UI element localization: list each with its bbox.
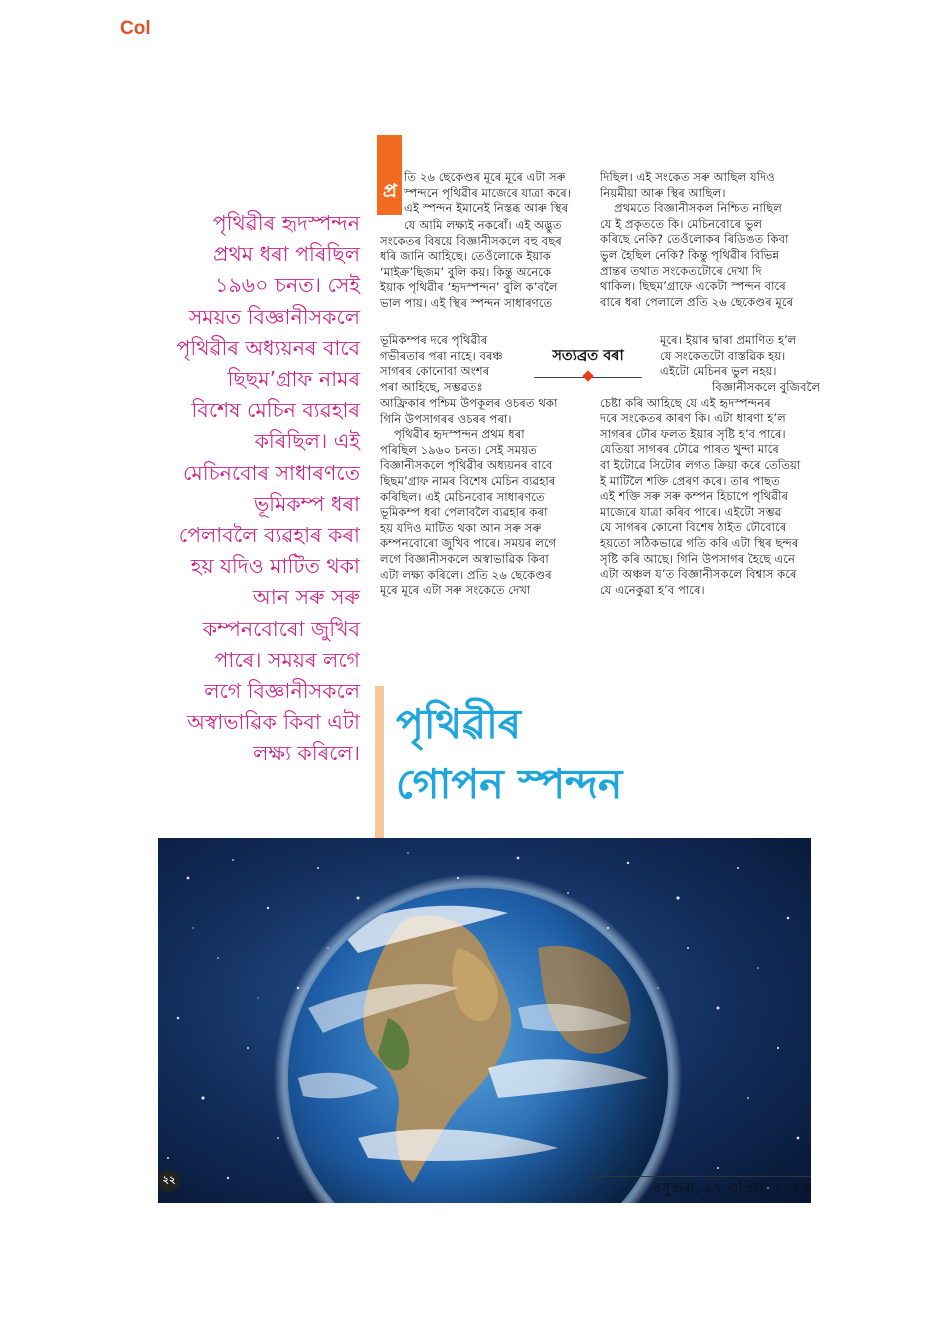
article-line: আফ্ৰিকাৰ পশ্চিম উপকূলৰ ওচৰত থকা bbox=[380, 396, 558, 410]
article-line: কৰিছিল। এই মেচিনবোৰ সাধাৰণতে bbox=[380, 489, 545, 504]
article-line: নিয়মীয়া আৰু স্থিৰ আছিল। bbox=[600, 185, 726, 200]
article-line: কৰিছে নেকি? তেওঁলোকৰ ৰিডিঙত কিবা bbox=[600, 232, 789, 247]
article-line: ভাল পায়। এই স্থিৰ স্পন্দন সাধাৰণতে bbox=[380, 295, 553, 310]
article-line: যেতিয়া সাগৰৰ ঢৌৱে পাৰত খুন্দা মাৰে bbox=[600, 442, 779, 457]
article-line: এই শক্তি সৰু সৰু কম্পন হিচাপে পৃথিৱীৰ bbox=[600, 489, 789, 504]
title-line: গোপন স্পন্দন bbox=[396, 760, 623, 808]
article-line: যে সাগৰৰ কোনো বিশেষ ঠাইত ঢৌবোৰে bbox=[600, 520, 787, 535]
article-line: যে আমি লক্ষ্যই নকৰোঁ। এই অদ্ভুত bbox=[404, 218, 562, 232]
pull-quote-line: প্ৰথম ধৰা পৰিছিল bbox=[213, 242, 360, 267]
footer-rule bbox=[588, 1176, 811, 1177]
article-line: বিজ্ঞানীসকলে পৃথিৱীৰ অধ্যয়নৰ বাবে bbox=[380, 458, 553, 473]
pull-quote bbox=[150, 208, 360, 770]
article-line: ধৰি জানি আহিছে। তেওঁলোকে ইয়াক bbox=[380, 249, 551, 264]
article-line: এই স্পন্দন ইমানেই নিস্তব্ধ আৰু স্থিৰ bbox=[404, 201, 569, 216]
article-line: দৰে সংকেতৰ কাৰণ কি। এটা ধাৰণা হ’ল bbox=[600, 411, 786, 426]
article-line: এটা লক্ষ্য কৰিলে। প্ৰতি ২৬ ছেকেণ্ডৰ bbox=[380, 567, 552, 582]
pull-quote-line: বিশেষ মেচিন ব্যৱহাৰ bbox=[191, 398, 360, 423]
pull-quote-line: পৃথিৱীৰ অধ্যয়নৰ বাবে bbox=[176, 335, 360, 360]
article-line: থাকিল। ছিছম’গ্ৰাফে একেটা স্পন্দন বাৰে bbox=[600, 279, 786, 294]
article-line: পৃথিৱীৰ হৃদস্পন্দন প্ৰথম ধৰা bbox=[394, 427, 525, 442]
article-column-1 bbox=[380, 218, 587, 312]
article-line: সাগৰৰ ঢৌৰ ফলত ইয়াৰ সৃষ্টি হ’ব পাৰে। bbox=[600, 426, 786, 441]
article-column-2 bbox=[600, 170, 808, 310]
pull-quote-line: সময়ত বিজ্ঞানীসকলে bbox=[188, 304, 360, 329]
byline bbox=[530, 345, 646, 377]
article-title bbox=[396, 694, 622, 814]
article-column-1-bottom bbox=[380, 396, 587, 599]
article-line: পৰিছিল ১৯৬০ চনত। সেই সময়ত bbox=[380, 442, 537, 457]
pull-quote-line: পেলাবলৈ ব্যৱহাৰ কৰা bbox=[178, 523, 360, 548]
article-line: গিনি উপসাগৰৰ ওচৰৰ পৰা। bbox=[380, 411, 512, 426]
article-line: ভুল হৈছিল নেকি? কিন্তু পৃথিৱীৰ বিভিন্ন bbox=[600, 247, 780, 262]
pull-quote-line: হয় যদিও মাটিত থকা bbox=[190, 554, 360, 579]
article-column-2-bottom bbox=[600, 380, 821, 598]
article-line: মূৰে মূৰে এটা সৰু সংকেতে দেখা bbox=[380, 583, 531, 598]
article-line: ভূমিকম্পৰ দৰে পৃথিৱীৰ bbox=[380, 333, 488, 347]
article-column-2-inset bbox=[660, 333, 808, 380]
pull-quote-line: পাৰে। সময়ৰ লগে bbox=[214, 647, 360, 672]
article-line: গভীৰতাৰ পৰা নাহে। বৰঞ্চ bbox=[380, 348, 503, 363]
pull-quote-line: ছিছম’গ্ৰাফ নামৰ bbox=[227, 367, 360, 392]
article-line: দিছিল। এই সংকেত সৰু আছিল যদিও bbox=[600, 170, 775, 184]
pull-quote-line: আন সৰু সৰু bbox=[252, 585, 360, 610]
article-line: বা ইটোৱে সিটোৰ লগত ক্ৰিয়া কৰে তেতিয়া bbox=[600, 457, 801, 472]
page-number: ২২ bbox=[158, 1170, 180, 1192]
pull-quote-line: মেচিনবোৰ সাধাৰণতে bbox=[183, 460, 360, 485]
pull-quote-line: কম্পনবোৰো জুখিব bbox=[202, 616, 360, 641]
pull-quote-line: ভূমিকম্প ধৰা bbox=[253, 491, 360, 516]
article-line: ইয়াক পৃথিৱীৰ ‘হৃদস্পন্দন’ বুলি ক’বলৈ bbox=[380, 280, 558, 295]
pull-quote-line: কৰিছিল। এই bbox=[254, 429, 360, 454]
article-line: মাজেৰে যাত্ৰা কৰিব পাৰে। এইটো সম্ভৱ bbox=[600, 504, 782, 519]
article-line: হয় যদিও মাটিত থকা আন সৰু সৰু bbox=[380, 520, 542, 535]
article-line: পৰা আহিছে, সম্ভৱতঃ bbox=[380, 379, 483, 394]
article-line: এইটো মেচিনৰ ভুল নহয়। bbox=[660, 364, 777, 379]
article-line: এটা অঞ্চল য’ত বিজ্ঞানীসকলে বিশ্বাস কৰে bbox=[600, 567, 797, 582]
article-line: বাৰে ধৰা পেলালে প্ৰতি ২৬ ছেকেণ্ডৰ মূৰে bbox=[600, 294, 794, 309]
article-line: প্ৰান্তৰ তথাত সংকেতটোৰে দেখা দি bbox=[600, 263, 762, 278]
title-line: পৃথিৱীৰ bbox=[396, 700, 521, 748]
article-line: মূৰে। ইয়াৰ দ্বাৰা প্ৰমাণিত হ’ল bbox=[660, 333, 797, 347]
article-line: সৃষ্টি কৰি আছে। গিনি উপসাগৰ হৈছে এনে bbox=[600, 551, 795, 566]
pull-quote-line: অস্বাভাৱিক কিবা এটা bbox=[187, 710, 360, 735]
article-line: সাগৰৰ কোনোবা অংশৰ bbox=[380, 364, 490, 379]
article-line: যে ই প্ৰকৃততে কি। মেচিনবোৰে ভুল bbox=[600, 216, 763, 231]
article-line: সংকেতৰ বিষয়ে বিজ্ঞানীসকলে বহু বছৰ bbox=[380, 233, 562, 248]
article-line: যে সংকেতটো বাস্তৱিক হয়। bbox=[660, 348, 786, 363]
article-line: ‘মাইক্ৰ’ছিজম’ বুলি কয়। কিন্তু অনেকে bbox=[380, 264, 552, 279]
article-line: কম্পনবোৰো জুখিব পাৰে। সময়ৰ লগে bbox=[380, 536, 557, 551]
title-accent-bar bbox=[375, 686, 384, 838]
article-line: চেষ্টা কৰি আহিছে যে এই হৃদস্পন্দনৰ bbox=[600, 395, 771, 410]
earth-globe-in-space-icon bbox=[158, 838, 811, 1203]
article-line: লগে বিজ্ঞানীসকলে অস্বাভাৱিক কিবা bbox=[380, 551, 549, 566]
magazine-date: বসুন্ধৰা, ২৭ এপ্ৰিল, ২০২৫ bbox=[653, 1181, 811, 1197]
diamond-icon bbox=[582, 370, 593, 381]
pull-quote-line: পৃথিৱীৰ হৃদস্পন্দন bbox=[212, 211, 360, 235]
article-line: ছিছম’গ্ৰাফ নামৰ বিশেষ মেচিন ব্যৱহাৰ bbox=[380, 473, 556, 488]
pull-quote-line: লগে বিজ্ঞানীসকলে bbox=[204, 679, 360, 704]
article-line: ভূমিকম্প ধৰা পেলাবলৈ ব্যৱহাৰ কৰা bbox=[380, 505, 548, 520]
column-marker: Col bbox=[120, 18, 151, 39]
article-line: বিজ্ঞানীসকলে বুজিবলৈ bbox=[712, 380, 821, 394]
article-line: তি ২৬ ছেকেণ্ডৰ মূৰে মূৰে এটা সৰু bbox=[404, 170, 566, 184]
article-line: হয়তো সঠিকভাৱে গতি কৰি এটা স্থিৰ ছন্দৰ bbox=[600, 535, 799, 550]
article-line: প্ৰথমতে বিজ্ঞানীসকল নিশ্চিত নাছিল bbox=[614, 201, 782, 216]
article-column-1-inset bbox=[380, 333, 503, 395]
pull-quote-line: ১৯৬০ চনত। সেই bbox=[215, 273, 360, 298]
article-line: স্পন্দনে পৃথিৱীৰ মাজেৰে যাত্ৰা কৰে। bbox=[404, 185, 571, 200]
article-column-1-top bbox=[404, 170, 587, 217]
article-line: ই মাটিলৈ শক্তি প্ৰেৰণ কৰে। তাৰ পাছত bbox=[600, 473, 780, 488]
article-line: যে এনেকুৱা হ’ব পাৰে। bbox=[600, 582, 705, 597]
pull-quote-line: লক্ষ্য কৰিলে। bbox=[253, 741, 360, 766]
author-name: সত্যব্ৰত বৰা bbox=[552, 348, 624, 364]
drop-cap: প্ৰ bbox=[382, 180, 398, 202]
